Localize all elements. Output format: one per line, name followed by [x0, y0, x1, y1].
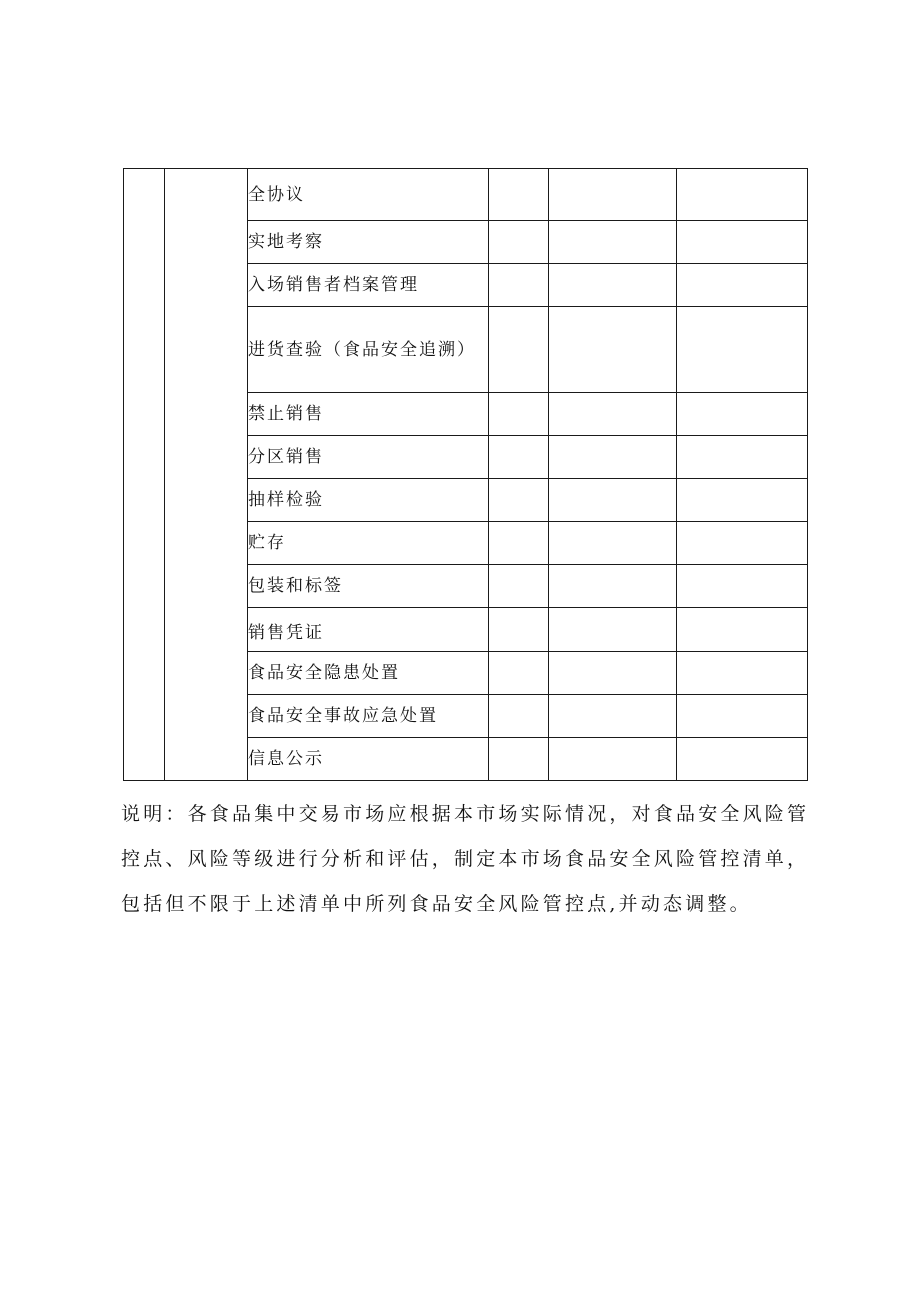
risk-level-cell [489, 264, 549, 307]
risk-level-cell [489, 393, 549, 436]
risk-level-cell [489, 695, 549, 738]
measure-cell [549, 738, 677, 781]
control-point-cell: 销售凭证 [248, 608, 489, 652]
measure-cell [549, 695, 677, 738]
risk-level-cell [489, 565, 549, 608]
measure-cell [549, 221, 677, 264]
remark-cell [677, 221, 808, 264]
remark-cell [677, 608, 808, 652]
measure-cell [549, 264, 677, 307]
measure-cell [549, 479, 677, 522]
remark-cell [677, 393, 808, 436]
control-point-cell: 抽样检验 [248, 479, 489, 522]
remark-cell [677, 307, 808, 393]
remark-cell [677, 565, 808, 608]
remark-cell [677, 436, 808, 479]
risk-level-cell [489, 652, 549, 695]
explanation-note: 说明：各食品集中交易市场应根据本市场实际情况，对食品安全风险管控点、风险等级进行分析和评估，制定本市场食品安全风险管控清单，包括但不限于上述清单中所列食品安全风险管控点,并动态调整。 [121, 803, 810, 915]
remark-cell [677, 264, 808, 307]
risk-level-cell [489, 221, 549, 264]
control-point-cell: 入场销售者档案管理 [248, 264, 489, 307]
remark-cell [677, 169, 808, 221]
risk-level-cell [489, 169, 549, 221]
measure-cell [549, 393, 677, 436]
control-point-cell: 禁止销售 [248, 393, 489, 436]
control-point-cell: 包装和标签 [248, 565, 489, 608]
risk-level-cell [489, 436, 549, 479]
control-point-cell: 食品安全隐患处置 [248, 652, 489, 695]
measure-cell [549, 436, 677, 479]
remark-cell [677, 738, 808, 781]
category-cell [124, 169, 165, 781]
measure-cell [549, 565, 677, 608]
control-point-cell: 分区销售 [248, 436, 489, 479]
measure-cell [549, 652, 677, 695]
control-point-cell: 全协议 [248, 169, 489, 221]
control-point-cell: 实地考察 [248, 221, 489, 264]
remark-cell [677, 479, 808, 522]
measure-cell [549, 307, 677, 393]
risk-level-cell [489, 479, 549, 522]
remark-cell [677, 522, 808, 565]
table-row [124, 169, 808, 221]
risk-level-cell [489, 522, 549, 565]
remark-cell [677, 695, 808, 738]
measure-cell [549, 608, 677, 652]
risk-control-table [123, 168, 808, 781]
control-point-cell: 贮存 [248, 522, 489, 565]
risk-level-cell [489, 608, 549, 652]
measure-cell [549, 522, 677, 565]
control-point-cell: 信息公示 [248, 738, 489, 781]
measure-cell [549, 169, 677, 221]
risk-level-cell [489, 738, 549, 781]
control-point-cell: 食品安全事故应急处置 [248, 695, 489, 738]
remark-cell [677, 652, 808, 695]
subcategory-cell [165, 169, 248, 781]
risk-level-cell [489, 307, 549, 393]
control-point-cell: 进货查验（食品安全追溯） [248, 307, 489, 393]
